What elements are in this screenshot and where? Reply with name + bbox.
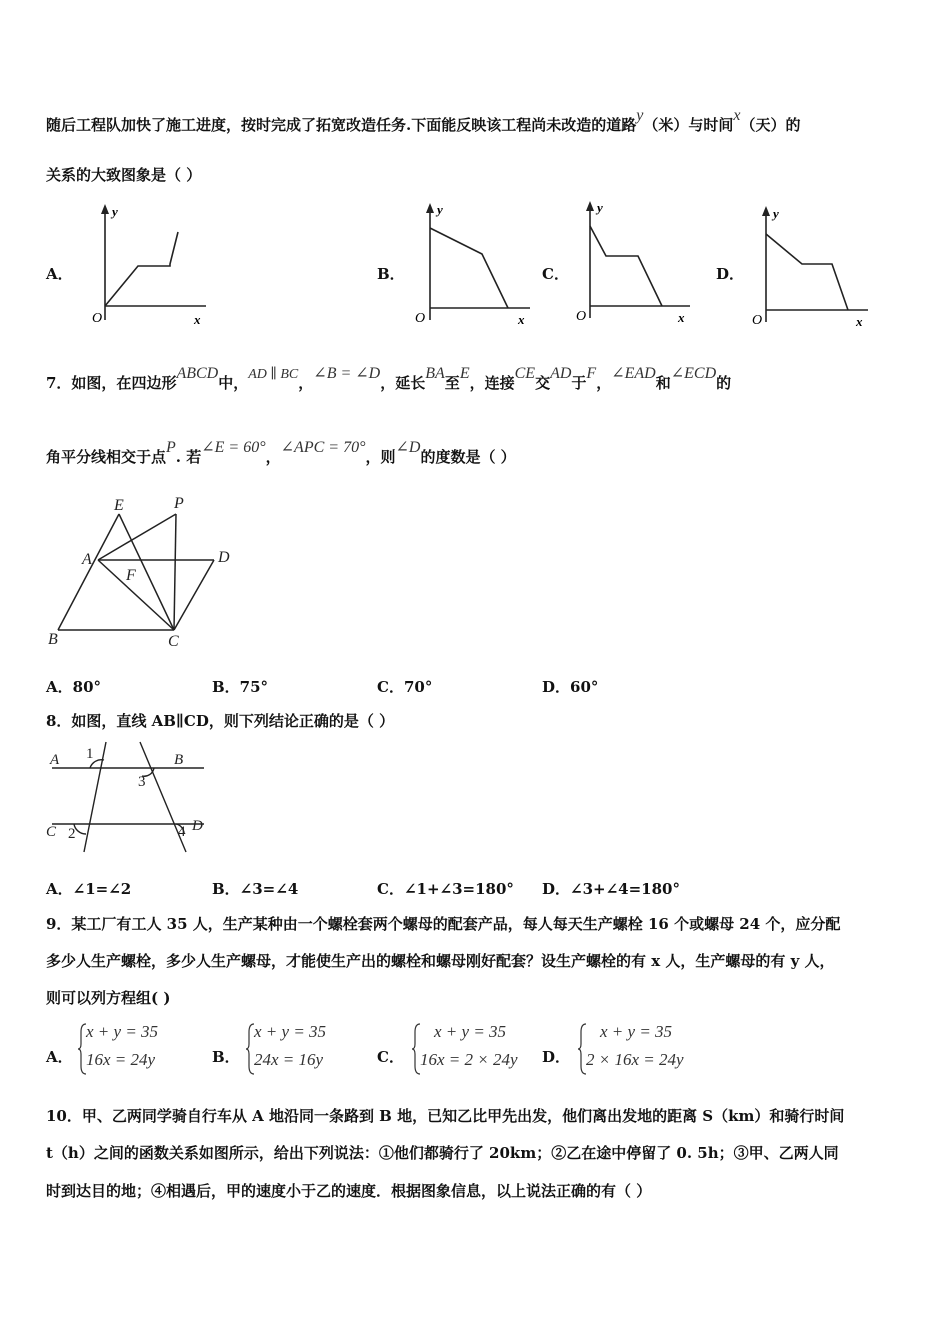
q10-stem-line3: 时到达目的地；④相遇后，甲的速度小于乙的速度．根据图象信息，以上说法正确的有（ ）	[46, 1182, 652, 1200]
q6-graph-c	[572, 196, 702, 330]
q6-stem-line1: 随后工程队加快了施工进度，按时完成了拓宽改造任务.下面能反映该工程尚未改造的道路y（米）与时间x（天）的	[46, 107, 801, 134]
q8-label-a: A	[50, 752, 60, 768]
q9-option-a-label: A．	[46, 1048, 73, 1066]
q6-d-origin: O	[752, 313, 763, 328]
q9-option-c-system	[412, 1022, 538, 1076]
q8-label-b: B	[174, 752, 184, 768]
q8-option-b: B．∠3=∠4	[212, 880, 299, 898]
q6-option-a-label: A．	[46, 265, 73, 283]
q6-c-axis-y: y	[597, 200, 603, 215]
q6-a-axis-x: x	[194, 312, 201, 327]
q9-a-eq2: 16x = 24y	[86, 1050, 156, 1069]
q7-stem-line2: 角平分线相交于点P. 若∠E = 60°，∠APC = 70°，则∠D的度数是（ ）	[46, 439, 516, 466]
q7-label-f: F	[126, 567, 136, 584]
q6-var-y: y	[636, 107, 644, 124]
q6-graph-b	[410, 198, 540, 332]
q7-math-angle-apc-70: ∠APC = 70°	[280, 439, 366, 456]
q7-label-d: D	[218, 549, 230, 566]
q6-c-axis-x: x	[678, 310, 685, 325]
q6-b-axis-x: x	[518, 312, 525, 327]
q7-label-b: B	[48, 631, 58, 648]
q7-stem-line1: 7．如图，在四边形ABCD中，AD ∥ BC，∠B = ∠D，延长BA至E，连接CE交AD于F，∠EAD和∠ECD的	[46, 365, 732, 392]
q7-math-abcd: ABCD	[176, 365, 219, 382]
q6-var-x: x	[733, 107, 741, 124]
q9-stem-line2: 多少人生产螺栓，多少人生产螺母，才能使生产出的螺栓和螺母刚好配套？设生产螺栓的有 x 人，生产螺母的有 y 人，	[46, 952, 835, 970]
q7-option-a: A．80°	[46, 678, 102, 696]
q9-c-eq1: x + y = 35	[434, 1022, 507, 1041]
q8-option-d: D．∠3+∠4=180°	[542, 880, 680, 898]
q7-option-b: B．75°	[212, 678, 269, 696]
q8-label-4: 4	[178, 824, 186, 840]
q9-c-eq2: 16x = 2 × 24y	[420, 1050, 518, 1069]
q7-math-e: E	[459, 365, 470, 382]
q7-label-e: E	[114, 497, 124, 514]
q10-stem-line1: 10．甲、乙两同学骑自行车从 A 地沿同一条路到 B 地，已知乙比甲先出发，他们离出发地的距离 S（km）和骑行时间	[46, 1107, 845, 1125]
q9-stem-line1: 9．某工厂有工人 35 人，生产某种由一个螺栓套两个螺母的配套产品，每人每天生产螺栓 16 个或螺母 24 个，应分配	[46, 915, 841, 933]
q9-b-eq2: 24x = 16y	[254, 1050, 324, 1069]
q6-d-axis-y: y	[773, 206, 779, 221]
q7-math-f: F	[586, 365, 597, 382]
q7-label-a: A	[82, 551, 92, 568]
q8-option-c: C．∠1+∠3=180°	[377, 880, 514, 898]
q6-a-origin: O	[92, 311, 103, 326]
q6-option-b-label: B．	[377, 265, 405, 283]
q7-math-ad-parallel-bc: AD ∥ BC	[248, 367, 299, 382]
q9-option-d-system	[578, 1022, 704, 1076]
q9-option-d-label: D．	[542, 1048, 571, 1066]
q10-stem-line2: t（h）之间的函数关系如图所示，给出下列说法：①他们都骑行了 20km；②乙在途中停留了 0. 5h；③甲、乙两人同	[46, 1144, 839, 1162]
q8-label-2: 2	[68, 826, 76, 842]
q8-figure	[44, 738, 210, 856]
q8-label-3: 3	[138, 774, 146, 790]
q8-label-c: C	[46, 824, 57, 840]
q7-math-angle-d: ∠D	[395, 439, 421, 456]
q9-b-eq1: x + y = 35	[254, 1022, 327, 1041]
q7-option-c: C．70°	[377, 678, 433, 696]
q9-option-b-label: B．	[212, 1048, 240, 1066]
q9-option-c-label: C．	[377, 1048, 404, 1066]
q7-math-p: P	[166, 439, 176, 456]
q8-label-1: 1	[86, 746, 94, 762]
q7-label-c: C	[168, 633, 179, 650]
q9-stem-line3: 则可以列方程组( )	[46, 989, 171, 1007]
q9-option-b-system	[246, 1022, 356, 1076]
q9-a-eq1: x + y = 35	[86, 1022, 159, 1041]
q9-d-eq1: x + y = 35	[600, 1022, 673, 1041]
q6-a-axis-y: y	[112, 204, 118, 219]
q8-option-a: A．∠1=∠2	[46, 880, 132, 898]
q8-label-d: D	[192, 818, 203, 834]
q6-stem-line2: 关系的大致图象是（ ）	[46, 166, 202, 184]
q7-math-angle-b-eq-d: ∠B = ∠D	[313, 365, 381, 382]
q6-b-origin: O	[415, 311, 426, 326]
q6-option-d-label: D．	[716, 265, 745, 283]
q7-figure	[44, 492, 244, 652]
q7-math-angle-ead: ∠EAD	[611, 365, 656, 382]
q6-b-axis-y: y	[437, 202, 443, 217]
q6-option-c-label: C．	[542, 265, 569, 283]
q7-math-ce: CE	[514, 365, 536, 382]
q6-graph-a	[88, 198, 218, 332]
q7-option-d: D．60°	[542, 678, 599, 696]
q7-math-angle-e-60: ∠E = 60°	[201, 439, 266, 456]
q7-label-p: P	[174, 495, 184, 512]
q9-d-eq2: 2 × 16x = 24y	[586, 1050, 684, 1069]
q6-c-origin: O	[576, 309, 587, 324]
q9-option-a-system	[78, 1022, 188, 1076]
q7-math-angle-ecd: ∠ECD	[670, 365, 717, 382]
q7-math-ad: AD	[550, 365, 572, 382]
q6-d-axis-x: x	[856, 314, 863, 329]
q6-graph-d	[748, 200, 878, 334]
q7-math-ba: BA	[425, 365, 445, 382]
q8-stem: 8．如图，直线 AB∥CD，则下列结论正确的是（ ）	[46, 712, 395, 730]
